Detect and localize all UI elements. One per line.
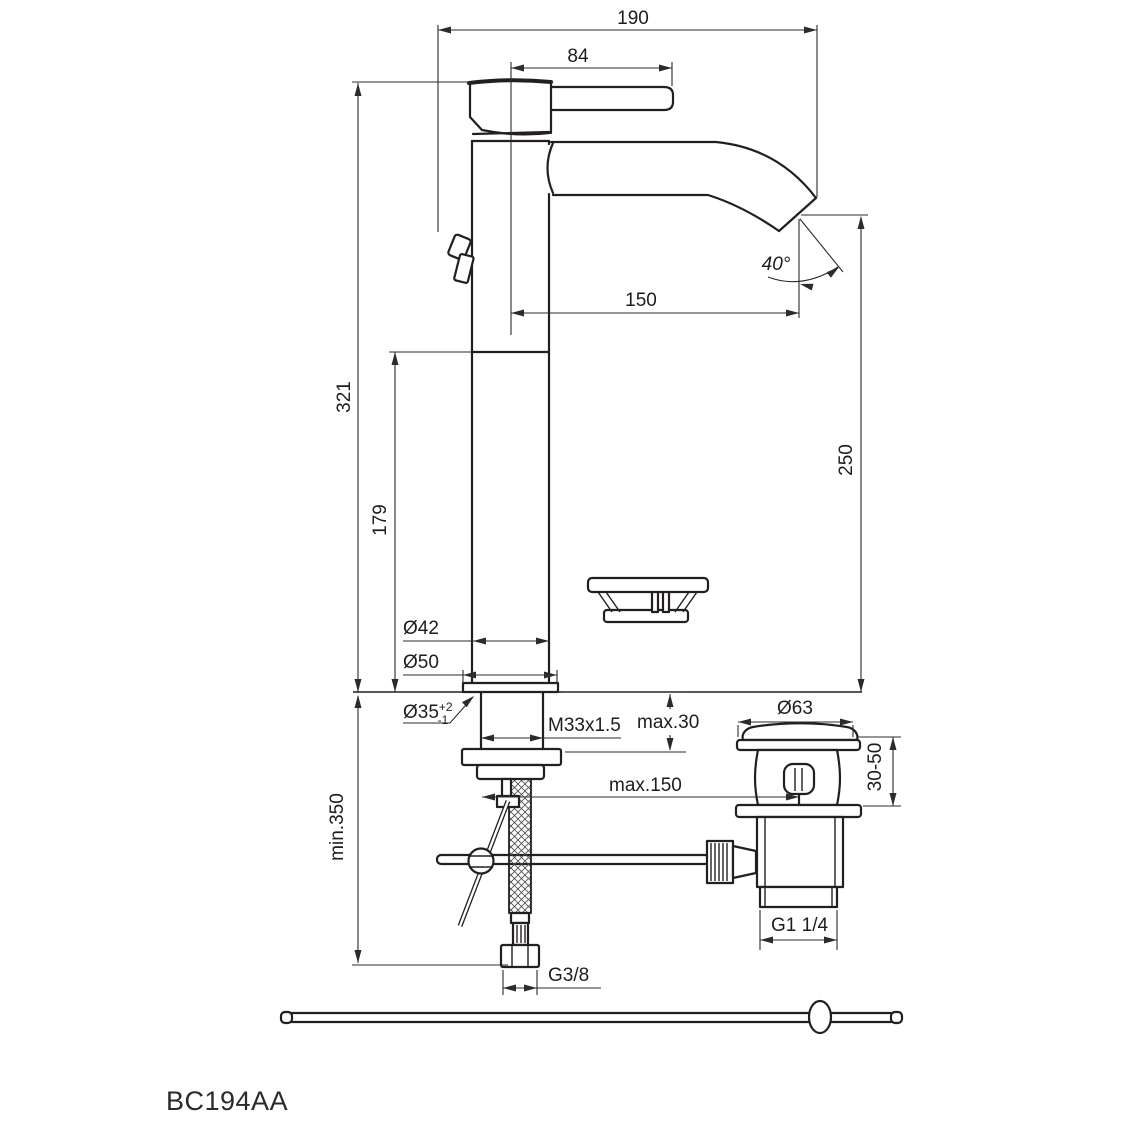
pop-up-waste-assembly xyxy=(707,723,861,907)
dim-hose-length: min.350 xyxy=(327,793,348,861)
dim-base-diameter: Ø50 xyxy=(403,652,439,673)
dim-total-height: 321 xyxy=(334,381,355,413)
dim-handle-length: 84 xyxy=(567,46,589,67)
dim-outlet-height: 250 xyxy=(836,444,857,476)
faucet-body xyxy=(447,80,816,692)
dim-waste-height: 30-50 xyxy=(865,742,886,792)
dim-deck-thickness: max.30 xyxy=(637,712,700,733)
spout-bottom-edge xyxy=(553,195,779,231)
dim-shank-thread: M33x1.5 xyxy=(548,715,621,736)
threaded-shank xyxy=(481,692,543,750)
waste-lower-flange xyxy=(736,805,861,817)
rod-connector-adapter xyxy=(733,846,756,878)
rod-ball-clamp xyxy=(469,849,494,874)
mounting-nut-tail xyxy=(477,765,544,779)
pop-up-rod-spare xyxy=(281,1001,902,1033)
dim-supply-thread: G3/8 xyxy=(548,965,590,986)
waste-threaded-tail xyxy=(760,887,837,907)
aerator-key-part xyxy=(588,578,708,622)
dim-waste-thread: G1 1/4 xyxy=(771,915,829,936)
dim-spout-angle: 40° xyxy=(761,254,791,275)
aerator-top-bar xyxy=(588,578,708,592)
waste-plug-cap xyxy=(743,723,858,740)
dim-spout-height: 179 xyxy=(370,504,391,536)
spout-top-edge xyxy=(551,142,816,198)
handle-head xyxy=(470,84,549,134)
waste-top-flange xyxy=(737,740,860,750)
dim-spout-reach: 150 xyxy=(625,290,657,311)
spout-body-saddle xyxy=(548,143,554,193)
hose-hex-nut xyxy=(501,945,539,967)
dim-overall-width: 190 xyxy=(617,8,649,29)
waste-lower-body xyxy=(757,817,843,887)
mounting-nut xyxy=(462,749,561,765)
dim-rod-reach: max.150 xyxy=(609,775,682,796)
rod-ball xyxy=(809,1001,831,1033)
base-flange xyxy=(463,683,558,692)
product-code: BC194AA xyxy=(166,1086,289,1116)
hose-crimp xyxy=(511,913,529,923)
dim-body-diameter: Ø42 xyxy=(403,618,439,639)
dim-waste-flange: Ø63 xyxy=(777,698,813,719)
waste-ball-joint xyxy=(784,764,814,794)
handle-lever xyxy=(551,87,673,110)
under-faucet-assembly xyxy=(460,692,561,967)
dim-hole-diameter: $Ø35^{+2}$ -1 xyxy=(403,700,453,727)
